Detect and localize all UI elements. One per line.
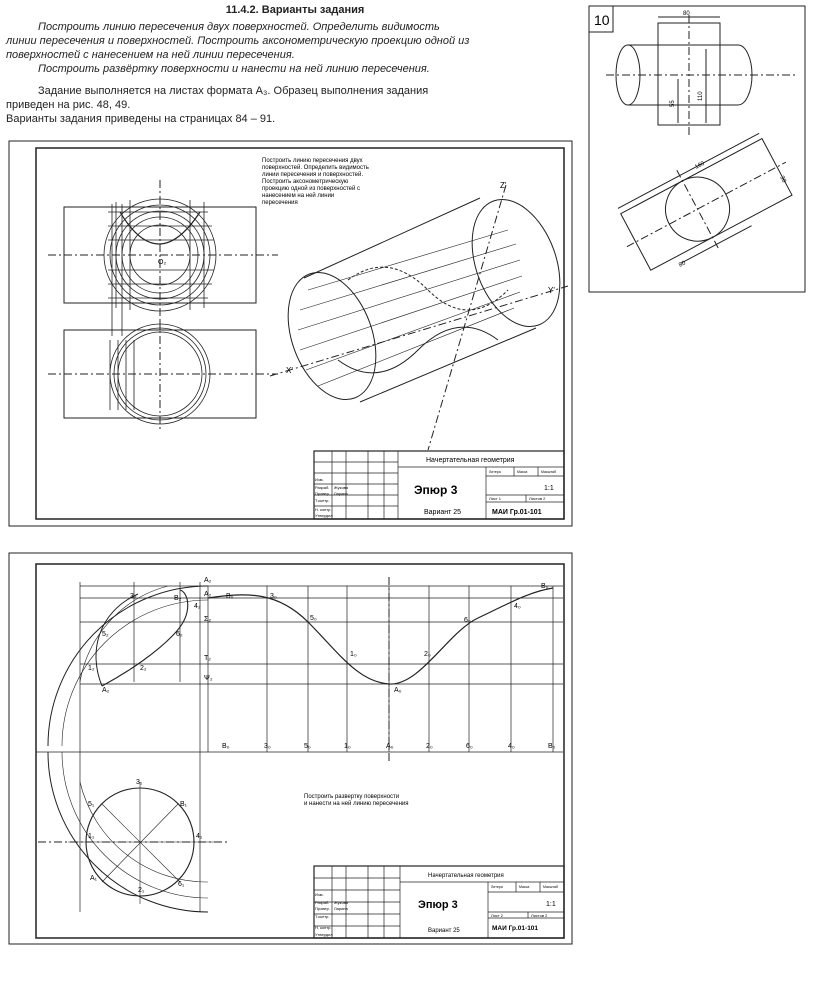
circle-label-41: 4₁	[196, 833, 203, 840]
sheet2-stamp-row-5: Н. контр.	[315, 925, 332, 930]
sheet1-stamp-row-1: Изм.	[315, 477, 324, 482]
sheet1-note-3: линии пересечения и поверхностей.	[262, 172, 363, 178]
dim-30: 30	[778, 175, 787, 184]
front-label-32: 3₂	[130, 593, 137, 600]
sheet1-stamp-col-1: Литера	[489, 470, 501, 474]
sheet2-stamp-variant: Вариант 25	[428, 928, 460, 934]
circle-label-21: 2₁	[138, 887, 145, 894]
sheet2-stamp-scale: 1:1	[546, 901, 556, 908]
circle-label-51: 5₁	[88, 801, 95, 808]
sheet2-note-1: Построить развертку поверхности	[304, 794, 400, 800]
sheet1-stamp-col-3: Масштаб	[541, 470, 556, 474]
format-line-2: приведен на рис. 48, 49.	[6, 99, 131, 111]
sheet2-stamp-row-1: Изм.	[315, 892, 324, 897]
dim-80-top: 80	[683, 11, 690, 17]
sheet1-stamp-title: Эпюр 3	[414, 483, 458, 497]
sheet2-stamp-row-6: Утвердил	[315, 932, 333, 937]
sheet1-stamp-variant: Вариант 25	[424, 509, 462, 516]
sheet1-note-6: нанесением на ней линии	[262, 193, 335, 199]
left-label-a2-top: A₂	[204, 577, 212, 584]
point-o2-label: O₂	[158, 259, 167, 266]
format-line-1: Задание выполняется на листах формата А₃. Образец выполнения задания	[38, 85, 429, 97]
curve-label-b0-start: B₀	[226, 593, 234, 600]
circle-label-31: 3₁	[136, 779, 143, 786]
sheet2-stamp-title: Эпюр 3	[418, 899, 458, 911]
left-label-sigma2: Σ₂	[204, 616, 212, 623]
sheet1-stamp-sheets: Листов 2	[529, 496, 546, 501]
base-label-b0-end: B₀	[548, 743, 556, 750]
section-heading: 11.4.2. Варианты задания	[225, 4, 365, 16]
dim-160: 160	[694, 160, 706, 171]
sheet1-stamp-row-3: Провер.	[315, 491, 330, 496]
sheet1-stamp-row-4: Т.контр.	[315, 498, 330, 503]
sheet1-stamp-name-2: Ларина	[334, 491, 348, 496]
circle-label-a1: A₁	[90, 875, 98, 882]
sheet2-stamp-col-2: Масса	[519, 885, 530, 889]
curve-label-10: 1₀	[350, 651, 357, 658]
base-label-30: 3₀	[264, 743, 271, 750]
sheet1-stamp-scale: 1:1	[544, 485, 554, 492]
sheet1-stamp-row-2: Разраб.	[315, 485, 330, 490]
format-line-3: Варианты задания приведены на страницах 84 – 91.	[6, 113, 276, 125]
sheet1-note-7: пересечения	[262, 200, 298, 206]
sheet2-stamp-name-2: Ларина	[334, 906, 348, 911]
sheet1-note-4: Построить аксонометрическую	[262, 179, 349, 185]
sheet-2-drawing	[8, 552, 573, 945]
task-line-3: поверхностей с нанесением на ней линии пересечения.	[6, 49, 295, 61]
sheet2-stamp-discipline: Начертательная геометрия	[428, 873, 504, 879]
sheet1-note-1: Построить линию пересечения двух	[262, 158, 363, 164]
sheet2-stamp-sheet: Лист 2	[491, 913, 504, 918]
sheet1-note-5: проекцию одной из поверхностей с	[262, 186, 360, 192]
axis-y-label: Y'	[548, 286, 555, 295]
dim-110: 110	[698, 91, 704, 101]
front-label-a2: A₂	[102, 687, 110, 694]
base-label-50: 5₀	[304, 743, 311, 750]
front-label-b2: B₂	[174, 595, 182, 602]
sheet2-stamp-code: МАИ Гр.01-101	[492, 925, 539, 932]
front-label-42: 4₂	[194, 603, 201, 610]
task-line-1: Построить линию пересечения двух поверхностей. Определить видимость	[38, 21, 440, 33]
sheet1-stamp-row-5: Н. контр.	[315, 507, 332, 512]
circle-label-11: 1₁	[88, 833, 95, 840]
task-line-2: линии пересечения и поверхностей. Построить аксонометрическую проекцию одной из	[6, 35, 470, 47]
curve-label-20: 2₀	[424, 651, 431, 658]
variant-card	[588, 5, 806, 293]
task-line-4: Построить развёртку поверхности и нанести на ней линию пересечения.	[38, 63, 430, 75]
base-label-b0-start: B₀	[222, 743, 230, 750]
axis-x-label: X'	[286, 366, 293, 375]
sheet2-stamp-col-3: Масштаб	[543, 885, 558, 889]
sheet2-stamp-row-3: Провер.	[315, 906, 330, 911]
base-label-60: 6₀	[466, 743, 473, 750]
front-label-12: 1₂	[88, 665, 95, 672]
dim-55: 55	[670, 100, 676, 107]
left-label-psi2: Ψ₂	[204, 675, 213, 682]
circle-label-b1: B₁	[180, 801, 188, 808]
sheet2-stamp-col-1: Литера	[491, 885, 503, 889]
sheet1-stamp-name-1: Жукова	[334, 485, 348, 490]
sheet1-note-2: поверхностей. Определить видимость	[262, 165, 369, 171]
sheet1-stamp-code: МАИ Гр.01-101	[492, 509, 542, 516]
left-label-a2: A₂	[204, 591, 212, 598]
dim-80-bottom: 80	[678, 260, 687, 269]
sheet1-stamp-sheet: Лист 1	[489, 496, 502, 501]
circle-label-61: 6₁	[178, 881, 185, 888]
curve-label-50: 5₀	[310, 615, 317, 622]
axis-z-label: Z'	[500, 181, 507, 190]
sheet1-stamp-discipline: Начертательная геометрия	[426, 457, 515, 464]
sheet2-stamp-row-4: Т.контр.	[315, 914, 330, 919]
front-label-22: 2₂	[140, 665, 147, 672]
front-label-52: 5₂	[102, 631, 109, 638]
base-label-a0: A₀	[386, 743, 394, 750]
front-label-62: 6₂	[176, 631, 183, 638]
sheet1-stamp-col-2: Масса	[517, 470, 528, 474]
variant-number: 10	[594, 12, 610, 28]
sheet-1-drawing	[8, 140, 573, 527]
left-label-t2: T₂	[204, 655, 211, 662]
base-label-40: 4₀	[508, 743, 515, 750]
sheet2-stamp-row-2: Разраб.	[315, 900, 330, 905]
base-label-10: 1₀	[344, 743, 351, 750]
curve-label-40: 4₀	[514, 603, 521, 610]
curve-label-30: 3₀	[270, 593, 277, 600]
curve-label-b0-end: B₀	[541, 583, 549, 590]
base-label-20: 2₀	[426, 743, 433, 750]
curve-label-a0: A₀	[394, 687, 402, 694]
sheet2-stamp-name-1: Жукова	[334, 900, 348, 905]
sheet2-stamp-sheets: Листов 2	[531, 913, 548, 918]
sheet2-note-2: и нанести на ней линию пересечения	[304, 801, 409, 807]
curve-label-60: 6₀	[464, 617, 471, 624]
sheet1-stamp-row-6: Утвердил	[315, 513, 333, 518]
